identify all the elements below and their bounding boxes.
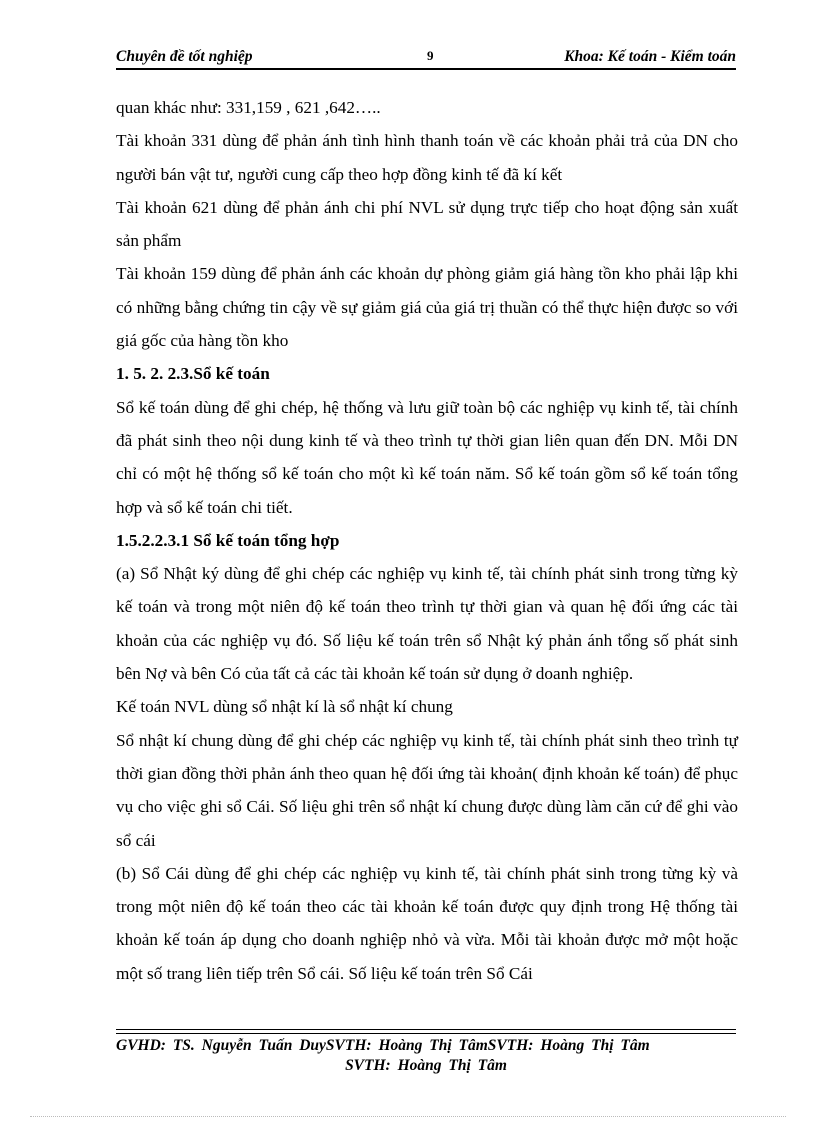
paragraph-journal: (a) Sổ Nhật ký dùng để ghi chép các nghiệp vụ kinh tế, tài chính phát sinh trong từng kỳ kế toán và trong một niên độ kế toán theo trình tự thời gian và quan hệ đối ứng các tài khoản của các nghiệp vụ đó. Số liệu kế toán trên sổ Nhật ký phản ánh tổng số phát sinh bên Nợ và bên Có của tất cả các tài khoản kế toán sử dụng ở doanh nghiệp.	[116, 564, 738, 684]
footer-divider-top	[116, 1029, 736, 1030]
paragraph-account-159: Tài khoản 159 dùng để phản ánh các khoản dự phòng giảm giá hàng tồn kho phải lập khi có những bằng chứng tin cậy về sự giảm giá của giá trị thuần có thể thực hiện được so với giá gốc của hàng tồn kho	[116, 264, 738, 351]
footer-divider-bottom	[116, 1033, 736, 1034]
page-footer	[116, 1036, 736, 1076]
page-header	[116, 48, 736, 70]
paragraph-ledger-book: (b) Sổ Cái dùng để ghi chép các nghiệp vụ kinh tế, tài chính phát sinh trong từng kỳ và trong một niên độ kế toán theo các tài khoản kế toán được quy định trong Hệ thống tài khoản kế toán áp dụng cho doanh nghiệp nhỏ và vừa. Mỗi tài khoản được mở một hoặc một số trang liên tiếp trên Sổ cái. Số liệu kế toán trên Sổ Cái	[116, 863, 738, 983]
paragraph-continuation: quan khác như: 331,159 , 621 ,642…..	[116, 98, 381, 117]
header-divider	[116, 68, 736, 70]
paragraph-nvl-journal: Kế toán NVL dùng sổ nhật kí là sổ nhật kí chung	[116, 697, 453, 717]
paragraph-ledger-intro: Sổ kế toán dùng để ghi chép, hệ thống và lưu giữ toàn bộ các nghiệp vụ kinh tế, tài chính đã phát sinh theo nội dung kinh tế và theo trình tự thời gian liên quan đến DN. Mỗi DN chỉ có một hệ thống sổ kế toán cho một kì kế toán năm. Sổ kế toán gồm sổ kế toán tổng hợp và sổ kế toán chi tiết.	[116, 397, 738, 517]
header-faculty: Khoa: Kế toán - Kiểm toán	[564, 48, 736, 65]
paragraph-account-331: Tài khoản 331 dùng để phản ánh tình hình thanh toán về các khoản phải trả của DN cho người bán vật tư, người cung cấp theo hợp đồng kinh tế đã kí kết	[116, 131, 738, 184]
header-page-number: 9	[427, 48, 434, 63]
section-heading-general-ledger: 1.5.2.2.3.1 Sổ kế toán tổng hợp	[116, 530, 340, 550]
section-heading-ledger: 1. 5. 2. 2.3.Sổ kế toán	[116, 364, 270, 384]
paragraph-general-journal: Sổ nhật kí chung dùng để ghi chép các nghiệp vụ kinh tế, tài chính phát sinh theo trình tự thời gian đồng thời phản ánh theo quan hệ đối ứng tài khoản( định khoản kế toán) để phục vụ cho việc ghi sổ Cái. Số liệu ghi trên sổ nhật kí chung được dùng làm căn cứ để ghi vào sổ cái	[116, 730, 738, 850]
footer-supervisor-line: GVHD: TS. Nguyễn Tuấn DuySVTH: Hoàng Thị TâmSVTH: Hoàng Thị Tâm	[116, 1037, 650, 1054]
footer-student-line: SVTH: Hoàng Thị Tâm	[345, 1057, 507, 1074]
document-body	[116, 91, 738, 990]
header-document-title: Chuyên đề tốt nghiệp	[116, 48, 253, 65]
paragraph-account-621: Tài khoản 621 dùng để phản ánh chi phí NVL sử dụng trực tiếp cho hoạt động sản xuất sản phẩm	[116, 197, 738, 251]
page-bottom-border	[30, 1116, 786, 1117]
